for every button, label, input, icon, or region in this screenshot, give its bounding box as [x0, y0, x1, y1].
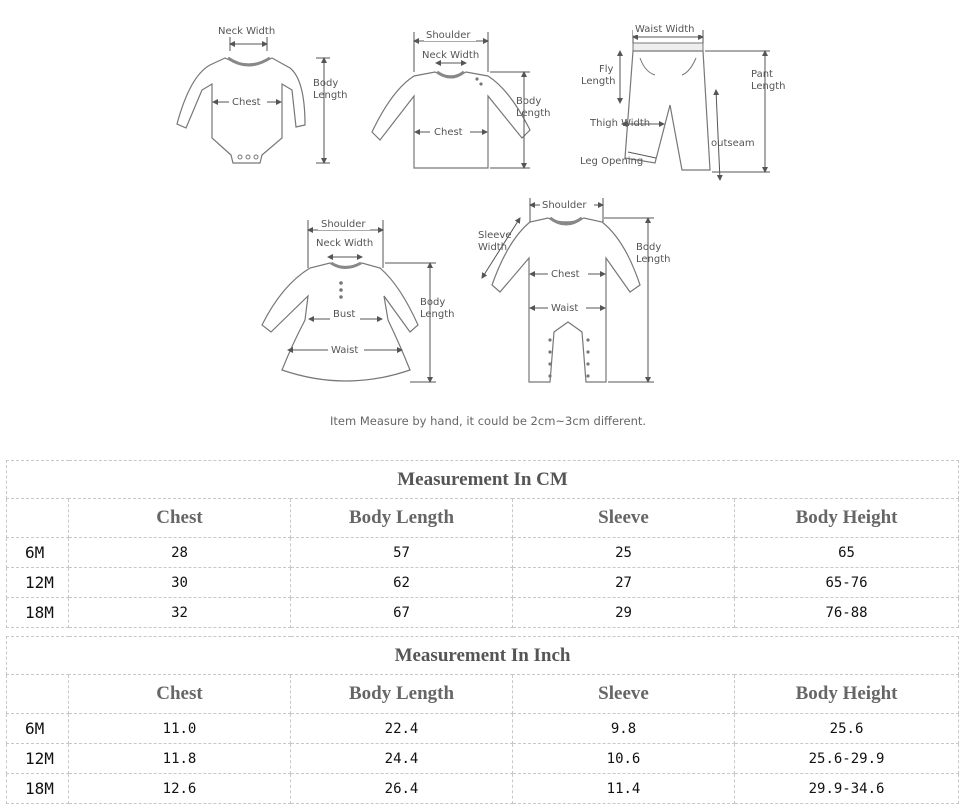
size-cell: 18M — [7, 774, 69, 804]
header-size — [7, 499, 69, 538]
body-length-cell: 22.4 — [291, 714, 513, 744]
chest-label: Chest — [551, 269, 580, 280]
measure-note: Item Measure by hand, it could be 2cm~3cm different. — [330, 414, 647, 428]
sleeve-cell: 11.4 — [513, 774, 735, 804]
bodysuit-diagram — [177, 26, 348, 163]
pant-length-label-line1: Pant — [751, 69, 773, 80]
header-chest: Chest — [69, 499, 291, 538]
tee-diagram — [372, 28, 551, 168]
header-chest: Chest — [69, 675, 291, 714]
body-length-label-line1: Body — [313, 78, 339, 89]
romper-diagram — [478, 198, 671, 382]
chest-cell: 11.8 — [69, 744, 291, 774]
body-length-cell: 67 — [291, 598, 513, 628]
sleeve-width-label-line2: Width — [478, 242, 508, 253]
body-length-label-line1: Body — [516, 96, 542, 107]
table-row — [7, 598, 959, 628]
sleeve-cell: 29 — [513, 598, 735, 628]
leg-opening-label: Leg Opening — [580, 156, 644, 167]
size-cell: 18M — [7, 598, 69, 628]
waist-label: Waist — [331, 345, 359, 356]
waist-label: Waist — [551, 303, 579, 314]
sleeve-width-label-line1: Sleeve — [478, 230, 512, 241]
header-body-height: Body Height — [735, 675, 959, 714]
body-height-cell: 76-88 — [735, 598, 959, 628]
body-length-label-line1: Body — [636, 242, 662, 253]
header-sleeve: Sleeve — [513, 499, 735, 538]
body-length-label-line2: Length — [516, 108, 551, 119]
size-cell: 12M — [7, 744, 69, 774]
table-row — [7, 714, 959, 744]
pants-diagram — [580, 23, 786, 180]
shoulder-label: Shoulder — [542, 200, 587, 211]
neck-width-label: Neck Width — [316, 238, 374, 249]
neck-width-label: Neck Width — [422, 50, 480, 61]
header-sleeve: Sleeve — [513, 675, 735, 714]
chest-label: Chest — [434, 127, 463, 138]
body-length-label-line1: Body — [420, 297, 446, 308]
size-cell: 12M — [7, 568, 69, 598]
neck-width-label: Neck Width — [218, 26, 276, 37]
body-height-cell: 25.6 — [735, 714, 959, 744]
dress-diagram — [262, 217, 455, 382]
shoulder-label: Shoulder — [426, 30, 471, 41]
header-body-length: Body Length — [291, 675, 513, 714]
size-table-inch — [6, 636, 959, 804]
body-length-cell: 57 — [291, 538, 513, 568]
table-row — [7, 774, 959, 804]
sleeve-cell: 25 — [513, 538, 735, 568]
body-height-cell: 29.9-34.6 — [735, 774, 959, 804]
table-row — [7, 538, 959, 568]
table-header-row — [7, 499, 959, 538]
size-cell: 6M — [7, 538, 69, 568]
waist-width-label: Waist Width — [635, 24, 695, 35]
chest-label: Chest — [232, 97, 261, 108]
pant-length-label-line2: Length — [751, 81, 786, 92]
body-length-cell: 26.4 — [291, 774, 513, 804]
header-size — [7, 675, 69, 714]
thigh-width-label: Thigh Width — [590, 118, 651, 129]
table-title: Measurement In Inch — [7, 637, 959, 675]
table-row — [7, 568, 959, 598]
body-height-cell: 65 — [735, 538, 959, 568]
body-length-label-line2: Length — [420, 309, 455, 320]
chest-cell: 28 — [69, 538, 291, 568]
body-height-cell: 25.6-29.9 — [735, 744, 959, 774]
chest-cell: 11.0 — [69, 714, 291, 744]
chest-cell: 32 — [69, 598, 291, 628]
outseam-label: outseam — [711, 138, 755, 149]
sleeve-cell: 10.6 — [513, 744, 735, 774]
size-table-cm — [6, 460, 959, 628]
body-length-cell: 24.4 — [291, 744, 513, 774]
shoulder-label: Shoulder — [321, 219, 366, 230]
body-height-cell: 65-76 — [735, 568, 959, 598]
chest-cell: 30 — [69, 568, 291, 598]
fly-length-label-line2: Length — [581, 76, 616, 87]
header-body-length: Body Length — [291, 499, 513, 538]
body-length-cell: 62 — [291, 568, 513, 598]
body-length-label-line2: Length — [636, 254, 671, 265]
table-row — [7, 744, 959, 774]
body-length-label-line2: Length — [313, 90, 348, 101]
table-header-row — [7, 675, 959, 714]
table-title: Measurement In CM — [7, 461, 959, 499]
bust-label: Bust — [333, 309, 356, 320]
size-cell: 6M — [7, 714, 69, 744]
sleeve-cell: 27 — [513, 568, 735, 598]
sleeve-cell: 9.8 — [513, 714, 735, 744]
fly-length-label-line1: Fly — [599, 64, 614, 75]
chest-cell: 12.6 — [69, 774, 291, 804]
header-body-height: Body Height — [735, 499, 959, 538]
